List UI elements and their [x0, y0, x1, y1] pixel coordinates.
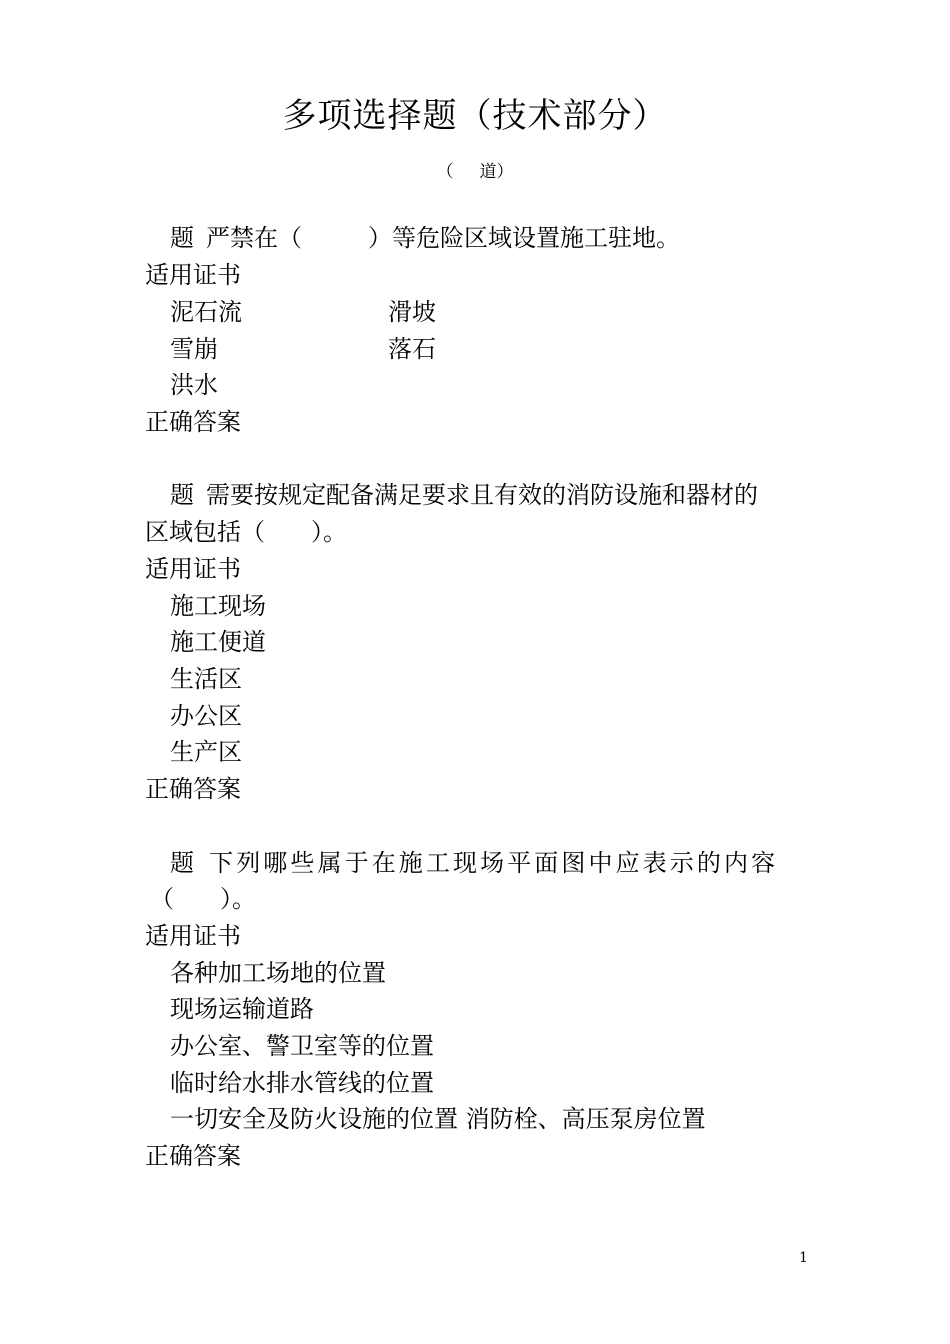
- question-2-label: 题: [170, 481, 194, 509]
- question-3-option-b[interactable]: 现场运输道路: [170, 995, 314, 1023]
- page-number: 1: [799, 1250, 808, 1266]
- question-1-stem-after: ）等危险区域设置施工驻地。: [368, 224, 680, 252]
- question-count-open: （: [436, 162, 454, 182]
- question-count: [0, 160, 950, 184]
- question-1-cert-label: 适用证书: [145, 261, 241, 289]
- question-1-stem-before: 严禁在（: [206, 224, 302, 252]
- question-count-text: 道）: [479, 162, 514, 182]
- question-2-stem-line2-before: 区域包括（: [145, 518, 265, 546]
- question-1-option-e[interactable]: 洪水: [170, 371, 218, 399]
- question-3-stem: [170, 845, 778, 881]
- question-3-option-d[interactable]: 临时给水排水管线的位置: [170, 1069, 434, 1097]
- page-title: 多项选择题（技术部分）: [282, 96, 668, 136]
- question-2-stem-line1: 需要按规定配备满足要求且有效的消防设施和器材的: [206, 481, 758, 509]
- question-2-option-d[interactable]: 办公区: [170, 702, 242, 730]
- question-3-answer-label: 正确答案: [145, 1142, 241, 1170]
- question-2-stem-line2-after: ）。: [311, 518, 347, 546]
- question-3-stem-cont: [150, 881, 256, 917]
- question-2-option-e[interactable]: 生产区: [170, 738, 242, 766]
- question-2-option-b[interactable]: 施工便道: [170, 628, 266, 656]
- question-2-answer-label: 正确答案: [145, 775, 241, 803]
- question-1-option-d[interactable]: 落石: [388, 335, 436, 363]
- question-2-option-c[interactable]: 生活区: [170, 665, 242, 693]
- question-1-label: 题: [170, 224, 194, 252]
- question-3-cert-label: 适用证书: [145, 922, 241, 950]
- question-3-stem-line2-after: ）。: [220, 885, 256, 913]
- question-1-answer-label: 正确答案: [145, 408, 241, 436]
- question-1-option-b[interactable]: 滑坡: [388, 298, 436, 326]
- question-2-stem-cont: [145, 514, 347, 550]
- question-1-stem: [170, 220, 680, 256]
- question-3-label: 题: [170, 849, 198, 877]
- question-3-stem-line2-before: （: [150, 885, 174, 913]
- question-3-option-e[interactable]: 一切安全及防火设施的位置 消防栓、高压泵房位置: [170, 1105, 706, 1133]
- question-1-option-c[interactable]: 雪崩: [170, 335, 218, 363]
- question-2-cert-label: 适用证书: [145, 555, 241, 583]
- question-3-option-a[interactable]: 各种加工场地的位置: [170, 959, 386, 987]
- question-1-option-a[interactable]: 泥石流: [170, 298, 242, 326]
- question-2-stem: [170, 477, 758, 513]
- question-2-option-a[interactable]: 施工现场: [170, 592, 266, 620]
- question-3-stem-line1: 下列哪些属于在施工现场平面图中应表示的内容: [209, 849, 779, 877]
- question-3-option-c[interactable]: 办公室、警卫室等的位置: [170, 1032, 434, 1060]
